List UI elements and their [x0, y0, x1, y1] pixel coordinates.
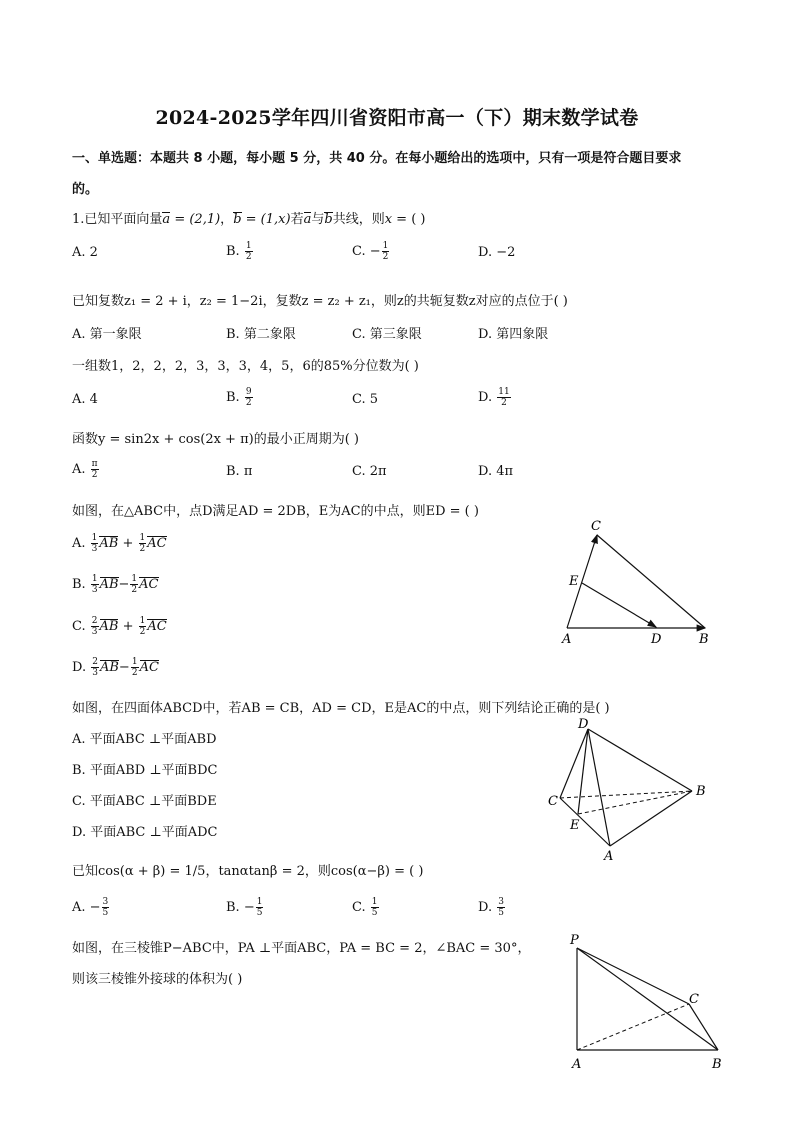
label-b: B [712, 1057, 722, 1072]
question-8-cont: 则该三棱锥外接球的体积为( ) [72, 972, 243, 987]
label-b: B [699, 632, 709, 647]
question-3: 一组数1，2，2，2，3，3，3，4，5，6的85%分位数为( ) [72, 359, 419, 374]
q6-option-c[interactable]: C. 平面ABC ⊥平面BDE [72, 794, 217, 809]
q2-option-a[interactable]: A. 第一象限 [72, 327, 142, 342]
q3-option-a[interactable]: A. 4 [72, 392, 98, 407]
segment-cb [597, 535, 705, 628]
q6-option-a[interactable]: A. 平面ABC ⊥平面ABD [72, 732, 217, 747]
label-c: C [689, 992, 699, 1007]
q5-option-c[interactable]: C. $\frac{2}{3}$ AB + $\frac{1}{2}$ AC [72, 616, 167, 637]
q3-option-d[interactable]: D. $\frac{11}{2}$ [478, 387, 510, 408]
q7-option-a[interactable]: A. − $\frac{3}{5}$ [72, 897, 109, 918]
q3-option-c[interactable]: C. 5 [352, 392, 379, 407]
q3-option-b[interactable]: B. $\frac{9}{2}$ [226, 387, 252, 408]
q2-option-c[interactable]: C. 第三象限 [352, 327, 422, 342]
q4-option-a[interactable]: A. $\frac{\pi}{2}$ [72, 459, 98, 480]
label-a: A [572, 1057, 582, 1072]
question-1: 1.已知平面向量a = (2,1)，b = (1,x)若a与b共线，则x = ( ) [72, 212, 426, 227]
label-d: D [651, 632, 662, 647]
q4-option-c[interactable]: C. 2π [352, 464, 387, 479]
label-a: A [562, 632, 572, 647]
q7-option-b[interactable]: B. − $\frac{1}{5}$ [226, 897, 263, 918]
question-8: 如图，在三棱锥P−ABC中，PA ⊥平面ABC，PA = BC = 2，∠BAC = 30°， [72, 941, 531, 956]
figure-q5-triangle [555, 515, 725, 650]
figure-q8-pyramid [562, 930, 732, 1075]
question-6: 如图，在四面体ABCD中，若AB = CB，AD = CD，E是AC的中点，则下列结论正确的是( ) [72, 701, 610, 716]
page-title: 2024-2025学年四川省资阳市高一（下）期末数学试卷 [155, 107, 639, 129]
q5-option-d[interactable]: D. $\frac{2}{3}$ AB− $\frac{1}{2}$ AC [72, 657, 159, 678]
figure-q6-tetrahedron [540, 716, 715, 866]
segment-ed [582, 583, 656, 627]
q1-option-d[interactable]: D. −2 [478, 245, 516, 260]
label-c: C [591, 519, 601, 534]
q5-option-b[interactable]: B. $\frac{1}{3}$ AB− $\frac{1}{2}$ AC [72, 574, 159, 595]
question-5: 如图，在△ABC中，点D满足AD = 2DB，E为AC的中点，则ED = ( ) [72, 504, 479, 519]
label-e: E [570, 818, 580, 833]
q2-option-d[interactable]: D. 第四象限 [478, 327, 549, 342]
label-c: C [548, 794, 558, 809]
q1-option-a[interactable]: A. 2 [72, 245, 98, 260]
label-d: D [578, 717, 589, 732]
q6-option-b[interactable]: B. 平面ABD ⊥平面BDC [72, 763, 218, 778]
q1-option-b[interactable]: B. $\frac{1}{2}$ [226, 241, 252, 262]
label-p: P [570, 933, 579, 948]
label-a: A [604, 849, 614, 864]
label-e: E [569, 574, 579, 589]
section-header: 一、单选题：本题共 8 小题，每小题 5 分，共 40 分。在每小题给出的选项中，只有一项是符合题目要求 [72, 151, 682, 166]
question-4: 函数y = sin2x + cos(2x + π)的最小正周期为( ) [72, 432, 359, 447]
q6-option-d[interactable]: D. 平面ABC ⊥平面ADC [72, 825, 218, 840]
q2-option-b[interactable]: B. 第二象限 [226, 327, 296, 342]
q5-option-a[interactable]: A. $\frac{1}{3}$ AB + $\frac{1}{2}$ AC [72, 533, 167, 554]
question-2: 已知复数z₁ = 2 + i，z₂ = 1−2i，复数z = z₂ + z₁，则z的共轭复数z对应的点位于( ) [72, 294, 568, 309]
q7-option-d[interactable]: D. $\frac{3}{5}$ [478, 897, 504, 918]
q1-option-c[interactable]: C. − $\frac{1}{2}$ [352, 241, 389, 262]
q4-option-d[interactable]: D. 4π [478, 464, 514, 479]
q7-option-c[interactable]: C. $\frac{1}{5}$ [352, 897, 378, 918]
question-7: 已知cos(α + β) = 1/5，tanαtanβ = 2，则cos(α−β) = ( ) [72, 864, 424, 879]
q4-option-b[interactable]: B. π [226, 464, 253, 479]
label-b: B [696, 784, 706, 799]
section-header-cont: 的。 [72, 182, 99, 197]
